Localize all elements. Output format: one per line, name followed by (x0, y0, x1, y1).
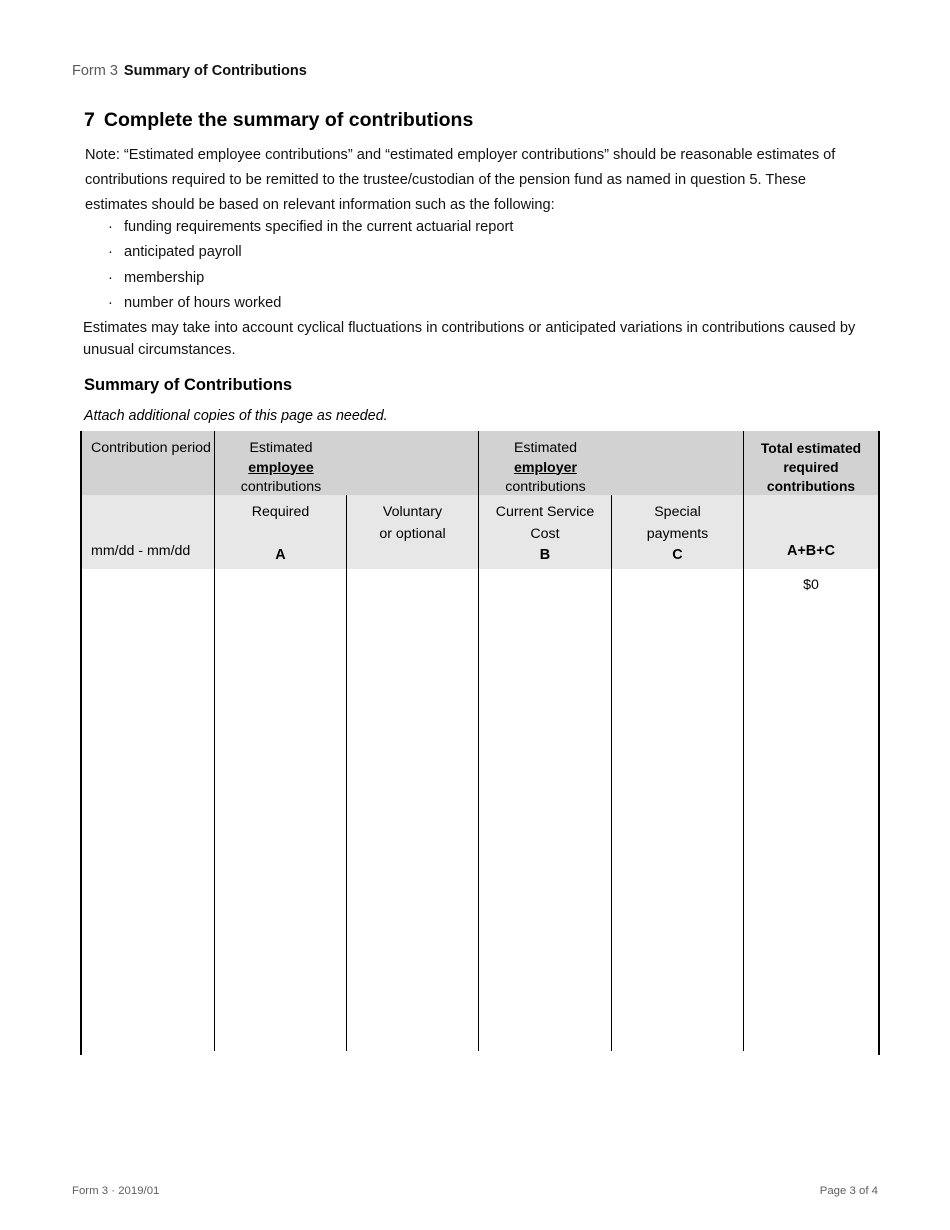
summary-of-contributions-table (80, 431, 880, 1055)
list-item-label: funding requirements specified in the current actuarial report (124, 219, 514, 235)
header-cell-total-estimated-required (744, 431, 878, 495)
header-cell-current-service-cost (479, 495, 612, 569)
list-item (108, 240, 808, 265)
requirements-bullet-list (108, 215, 808, 317)
section-number: 7 (84, 109, 95, 131)
list-item (108, 266, 808, 291)
section-heading (84, 108, 473, 133)
footer-form-reference: Form 3 · 2019/01 (72, 1185, 160, 1197)
header-special-letter: C (672, 547, 683, 563)
header-cell-special-payments (612, 495, 744, 569)
header-employer-line1: Estimated (513, 440, 578, 456)
list-item (108, 291, 808, 316)
header-total-formula-label: A+B+C (787, 543, 835, 559)
header-required-letter: A (275, 547, 286, 563)
header-cell-estimated-employer-left (479, 431, 612, 495)
header-employee-line2: employee (248, 459, 314, 476)
field-total-estimated-required (744, 569, 878, 1051)
bullet-marker-icon: · (108, 269, 113, 286)
section-note-paragraph: Note: “Estimated employee contributions” and “estimated employer contributions” should be reasonable estimates of contributions required to be remitted to the trustee/custodian of the pension fund as named in question 5. These estimates should be based on relevant information such as the following: (85, 147, 836, 214)
list-item-label: anticipated payroll (124, 244, 242, 261)
header-cell-estimated-employee-right (347, 431, 479, 495)
header-total-line1: Total estimated (760, 441, 862, 456)
running-header (72, 62, 307, 81)
section-heading-text: Complete the summary of contributions (103, 109, 474, 131)
field-employee-required[interactable] (215, 569, 347, 1051)
header-employee-line1: Estimated (249, 440, 313, 456)
field-employer-current-service-cost[interactable] (479, 569, 612, 1051)
header-cell-period-format (82, 495, 215, 569)
running-header-title: Summary of Contributions (123, 63, 307, 79)
header-cell-contribution-period: Contribution period (82, 431, 215, 495)
list-item-label: number of hours worked (124, 295, 282, 312)
bullet-marker-icon: · (108, 295, 113, 312)
header-cell-voluntary-or-optional (347, 495, 479, 569)
header-cell-total-formula (744, 495, 878, 569)
footer-page-number: Page 3 of 4 (819, 1185, 878, 1197)
summary-subheading: Attach additional copies of this page as needed. (84, 408, 388, 424)
header-special-line1: Special (654, 504, 701, 520)
list-item (108, 215, 808, 240)
header-employer-line3: contributions (505, 479, 586, 495)
total-estimated-value: $0 (803, 577, 819, 593)
header-csc-line1: Current Service (495, 504, 595, 520)
header-period-format-label: mm/dd - mm/dd (91, 543, 191, 559)
running-header-form-label: Form 3 (72, 63, 118, 79)
bullet-marker-icon: · (108, 219, 113, 235)
header-cell-estimated-employer-right (612, 431, 744, 495)
field-employer-special-payments[interactable] (612, 569, 744, 1051)
bullet-marker-icon: · (108, 244, 113, 261)
section-closing-paragraph: Estimates may take into account cyclical fluctuations in contributions or anticipated variations in contributions caused by unusual circumstances. (83, 320, 856, 359)
header-cell-required (215, 495, 347, 569)
header-total-line3: contributions (766, 479, 856, 494)
header-total-line2: required (783, 460, 839, 475)
header-voluntary-line2: or optional (379, 525, 446, 542)
field-employee-voluntary[interactable] (347, 569, 479, 1051)
header-required-label: Required (251, 504, 310, 520)
table-row (82, 569, 878, 1051)
header-voluntary-line1: Voluntary (382, 504, 443, 520)
header-special-label (612, 502, 743, 545)
header-csc-label (479, 502, 611, 545)
header-cell-estimated-employee-left (215, 431, 347, 495)
table-header-row-secondary (82, 495, 878, 569)
header-voluntary-label (347, 502, 478, 545)
header-employee-line3: contributions (240, 479, 322, 495)
field-contribution-period[interactable] (82, 569, 215, 1051)
header-csc-line2: Cost (530, 525, 560, 542)
list-item-label: membership (124, 269, 205, 286)
table-header-row-primary (82, 431, 878, 495)
header-employer-line2: employer (513, 459, 578, 476)
summary-heading: Summary of Contributions (84, 376, 293, 394)
header-csc-letter: B (539, 547, 551, 563)
header-special-line2: payments (646, 525, 709, 542)
